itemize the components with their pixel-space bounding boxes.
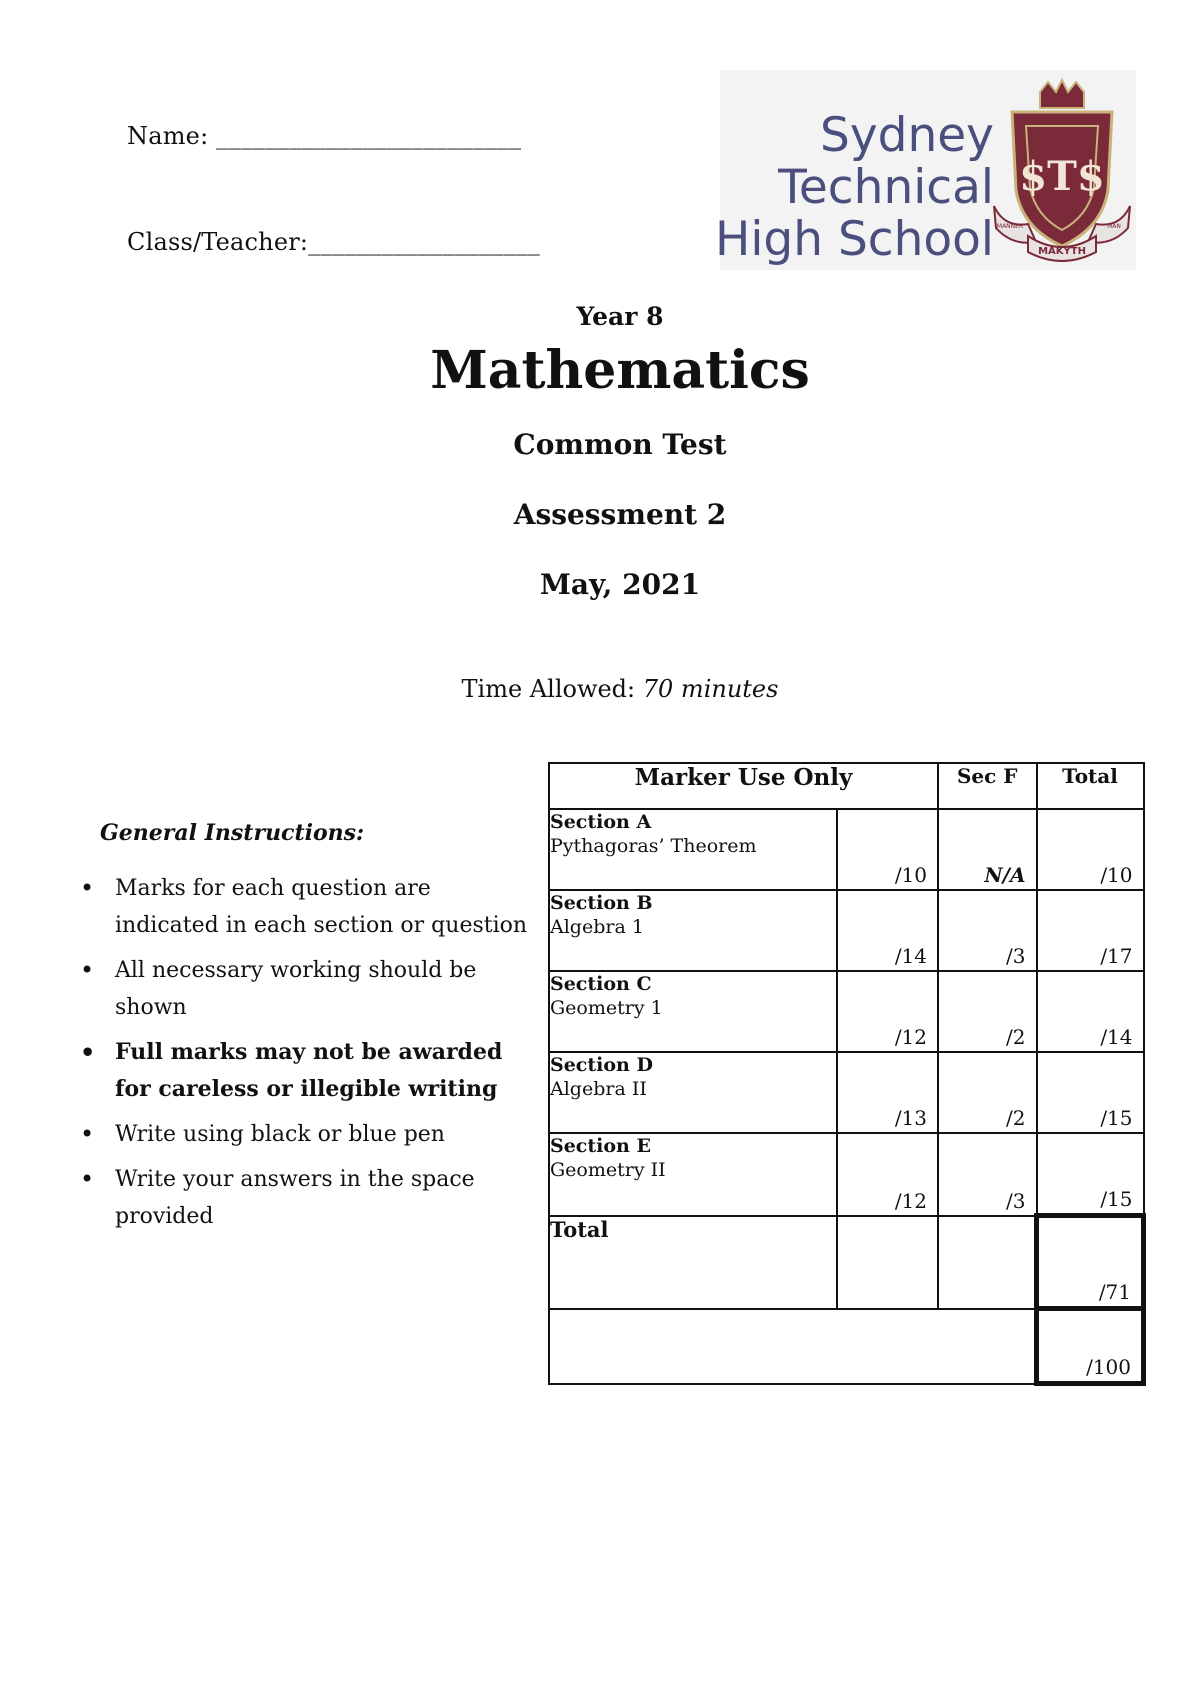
section-label: Section C Geometry 1 [549,971,837,1052]
time-label: Time Allowed: [461,675,643,703]
logo-line-3: High School [715,212,994,267]
sec-f-marks-cell[interactable]: /3 [938,890,1037,971]
total-header: Total [1037,763,1144,809]
svg-text:$T$: $T$ [1019,153,1105,200]
sec-f-marks-cell[interactable]: /2 [938,1052,1037,1133]
date-label: May, 2021 [539,568,701,601]
year-label: Year 8 [576,302,664,331]
assessment-title: Assessment 2 [513,498,727,531]
section-total-cell[interactable]: /17 [1037,890,1144,971]
percent-total-cell[interactable]: /100 [1037,1309,1144,1384]
total-sec-f-cell[interactable] [938,1216,1037,1309]
section-total-cell[interactable]: /15 [1037,1133,1144,1216]
logo-line-2: Technical [778,160,994,215]
marker-table [548,762,1146,1386]
subject-title: Mathematics [430,340,810,401]
sec-f-marks-cell[interactable]: /3 [938,1133,1037,1216]
instructions-heading: General Instructions: [100,820,365,846]
svg-text:MANNER: MANNER [996,223,1024,230]
instruction-item: • Write using black or blue pen [80,1116,530,1153]
school-logo [715,70,1136,270]
table-row [549,971,1144,1052]
instruction-item: • All necessary working should be shown [80,952,530,1026]
marker-use-only-header: Marker Use Only [549,763,938,809]
section-total-cell[interactable]: /15 [1037,1052,1144,1133]
section-marks-cell[interactable]: /14 [837,890,938,971]
section-label: Section E Geometry II [549,1133,837,1216]
instruction-item: • Marks for each question are indicated in each section or question [80,870,530,944]
section-marks-cell[interactable]: /13 [837,1052,938,1133]
sec-f-header: Sec F [938,763,1037,809]
table-row [549,1052,1144,1133]
section-marks-cell[interactable]: /10 [837,809,938,890]
total-marks-cell[interactable] [837,1216,938,1309]
sec-f-marks-cell[interactable]: /2 [938,971,1037,1052]
svg-text:MAKYTH: MAKYTH [1038,246,1086,257]
instruction-item: • Write your answers in the space provided [80,1161,530,1235]
total-row [549,1216,1144,1309]
time-allowed [0,675,1200,703]
section-marks-cell[interactable]: /12 [837,1133,938,1216]
section-label: Section B Algebra 1 [549,890,837,971]
logo-line-1: Sydney [819,108,994,163]
time-value: 70 minutes [642,675,779,703]
crest-icon [992,78,1132,264]
sec-f-marks-cell[interactable]: N/A [938,809,1037,890]
section-label: Section D Algebra II [549,1052,837,1133]
total-label: Total [549,1216,837,1309]
section-total-cell[interactable]: /10 [1037,809,1144,890]
section-label: Section A Pythagoras’ Theorem [549,809,837,890]
class-teacher-field[interactable]: Class/Teacher:___________________ [127,228,540,256]
instruction-item: • Full marks may not be awarded for careless or illegible writing [80,1034,530,1108]
grand-total-cell[interactable]: /71 [1037,1216,1144,1309]
test-title: Common Test [513,428,727,461]
instructions-list [80,870,530,1243]
table-header-row [549,763,1144,809]
table-row [549,890,1144,971]
section-marks-cell[interactable]: /12 [837,971,938,1052]
table-row [549,1133,1144,1216]
section-total-cell[interactable]: /14 [1037,971,1144,1052]
svg-text:MAN: MAN [1107,223,1121,230]
name-field[interactable]: Name: _________________________ [127,122,522,150]
percent-row [549,1309,1144,1384]
table-row [549,809,1144,890]
